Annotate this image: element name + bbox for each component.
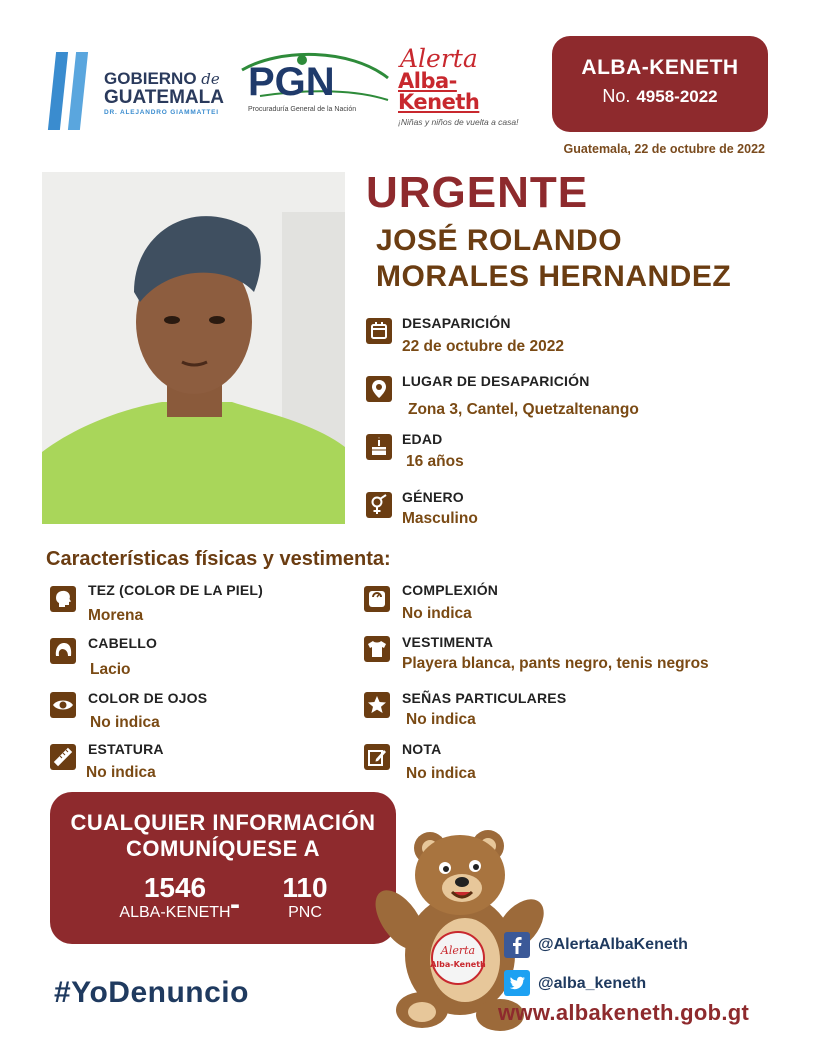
alerta-logo-line2: Alba-Keneth <box>398 69 480 114</box>
bulletin-date: Guatemala, 22 de octubre de 2022 <box>563 142 765 156</box>
tshirt-icon <box>364 636 390 662</box>
hair-label: CABELLO <box>88 635 158 651</box>
skin-color-label: TEZ (COLOR DE LA PIEL) <box>88 582 263 598</box>
contact-heading-line1: CUALQUIER INFORMACIÓN <box>70 810 376 835</box>
case-number: 4958-2022 <box>636 87 718 106</box>
hashtag: #YoDenuncio <box>54 976 249 1009</box>
phone-separator: - <box>230 888 240 921</box>
missing-person-photo <box>42 172 345 524</box>
facebook-icon[interactable] <box>504 932 530 958</box>
scale-icon <box>364 586 390 612</box>
alba-keneth-phone-label: ALBA-KENETH <box>119 904 231 921</box>
eye-icon <box>50 692 76 718</box>
build-label: COMPLEXIÓN <box>402 582 499 598</box>
location-pin-icon <box>366 376 392 402</box>
urgent-heading: URGENTE <box>366 168 589 217</box>
clothing-value: Playera blanca, pants negro, tenis negros <box>402 655 709 672</box>
alerta-alba-keneth-logo <box>398 46 533 127</box>
gov-line1: GOBIERNO <box>104 69 197 88</box>
distinguishing-marks-value: No indica <box>406 711 476 728</box>
age-value: 16 años <box>406 453 464 470</box>
pgn-subtitle: Procuraduría General de la Nación <box>248 106 357 113</box>
location-value: Zona 3, Cantel, Quetzaltenango <box>408 401 639 418</box>
star-icon <box>364 692 390 718</box>
location-label: LUGAR DE DESAPARICIÓN <box>402 373 590 389</box>
person-name-line1: JOSÉ ROLANDO <box>376 224 623 257</box>
case-number-box <box>552 36 768 132</box>
gov-line3: DR. ALEJANDRO GIAMMATTEI <box>104 109 219 116</box>
eye-color-label: COLOR DE OJOS <box>88 690 208 706</box>
age-label: EDAD <box>402 431 443 447</box>
case-no-label: No. <box>602 86 631 106</box>
ruler-icon <box>50 744 76 770</box>
pgn-logo-text: PGN <box>248 60 335 104</box>
facebook-handle[interactable]: @AlertaAlbaKeneth <box>538 936 688 953</box>
case-title: ALBA-KENETH <box>581 56 739 79</box>
twitter-icon[interactable] <box>504 970 530 996</box>
alerta-logo-line1: Alerta <box>400 44 478 73</box>
gender-icon <box>366 492 392 518</box>
calendar-icon <box>366 318 392 344</box>
birthday-cake-icon <box>366 434 392 460</box>
head-profile-icon <box>50 586 76 612</box>
alba-keneth-phone[interactable]: 1546 <box>143 872 207 903</box>
government-logo <box>104 70 224 117</box>
contact-info-box <box>50 792 396 944</box>
disappearance-value: 22 de octubre de 2022 <box>402 338 564 355</box>
pnc-phone-label: PNC <box>288 904 322 921</box>
note-value: No indica <box>406 765 476 782</box>
hair-icon <box>50 638 76 664</box>
note-edit-icon <box>364 744 390 770</box>
alerta-logo-tagline: ¡Niñas y niños de vuelta a casa! <box>398 117 519 127</box>
eye-color-value: No indica <box>90 714 160 731</box>
disappearance-label: DESAPARICIÓN <box>402 315 511 331</box>
gender-value: Masculino <box>402 510 478 527</box>
height-label: ESTATURA <box>88 741 164 757</box>
note-label: NOTA <box>402 741 442 757</box>
bear-badge-line1: Alerta <box>440 944 476 957</box>
gender-label: GÉNERO <box>402 489 464 505</box>
clothing-label: VESTIMENTA <box>402 634 494 650</box>
pnc-phone[interactable]: 110 <box>282 872 328 903</box>
distinguishing-marks-label: SEÑAS PARTICULARES <box>402 690 567 706</box>
characteristics-heading: Características físicas y vestimenta: <box>46 548 391 570</box>
gov-line1-de: de <box>201 70 220 88</box>
contact-heading-line2: COMUNÍQUESE A <box>126 836 320 861</box>
person-name-line2: MORALES HERNANDEZ <box>376 260 732 293</box>
skin-color-value: Morena <box>88 607 144 624</box>
government-logo-bars <box>52 52 96 132</box>
hair-value: Lacio <box>90 661 131 678</box>
height-value: No indica <box>86 764 156 781</box>
twitter-handle[interactable]: @alba_keneth <box>538 975 647 992</box>
build-value: No indica <box>402 605 472 622</box>
bear-badge-line2: Alba-Keneth <box>430 960 486 969</box>
gov-line2: GUATEMALA <box>104 87 224 108</box>
website-link[interactable]: www.albakeneth.gob.gt <box>498 1000 750 1025</box>
